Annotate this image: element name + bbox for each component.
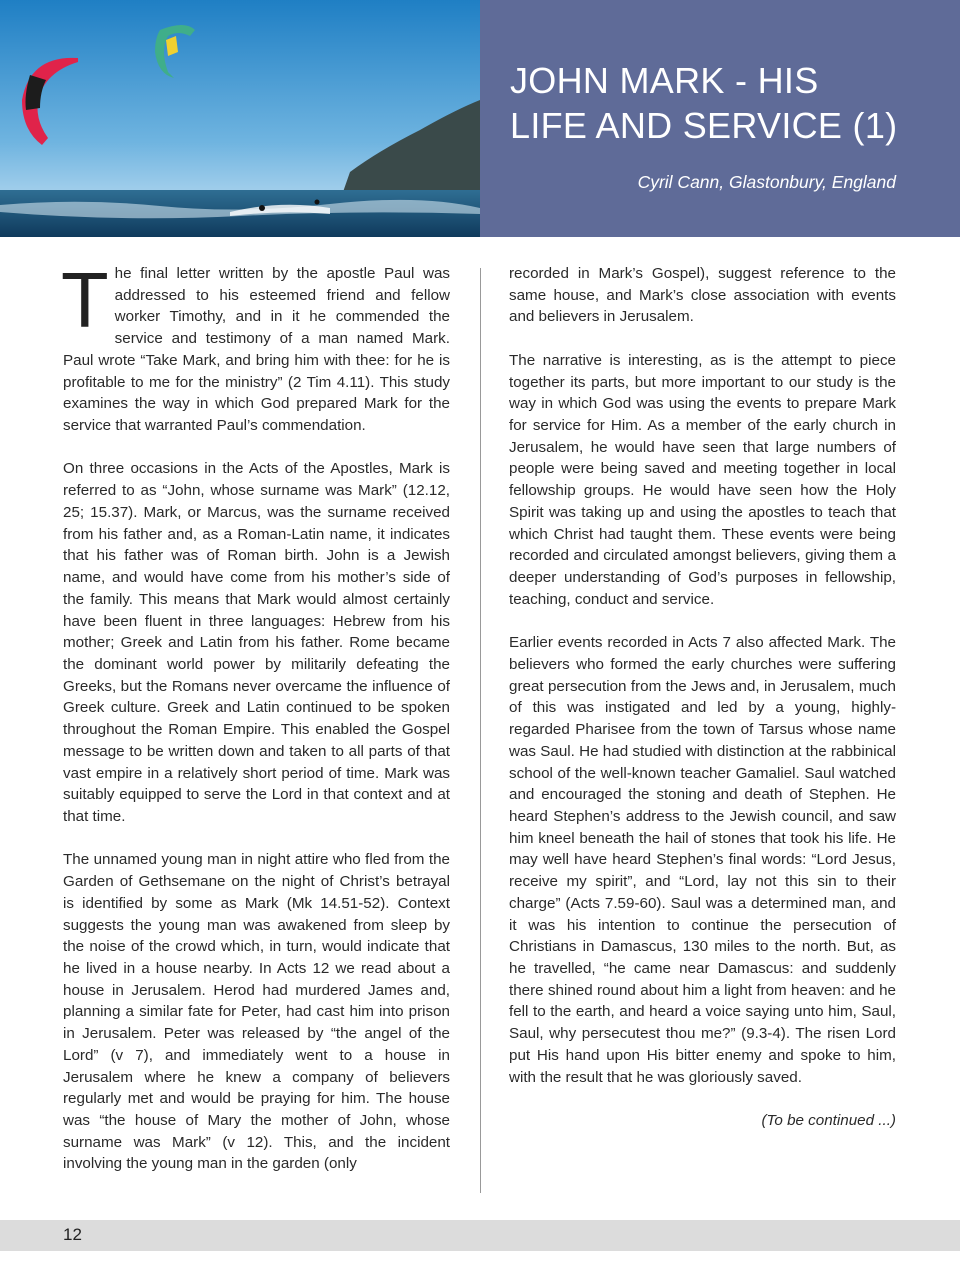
article-column-1	[61, 256, 450, 1197]
paragraph-text: he final letter written by the apostle Paul was addressed to his esteemed friend and fellow worker Timothy, and in it he commended the service and testimony of a man named Mark. Paul wrote “Take Mark, and bring him with thee: for he is profitable to me for the ministry” (2 Tim 4.11). This study examines the way in which God prepared Mark for the service that warranted Paul’s commendation.	[63, 265, 450, 435]
paragraph	[61, 256, 450, 437]
author-byline: Cyril Cann, Glastonbury, England	[637, 172, 896, 192]
article-title	[510, 58, 897, 148]
page-footer	[0, 1220, 960, 1251]
kitesurf-scene-image	[0, 0, 480, 237]
paragraph: On three occasions in the Acts of the Apostles, Mark is referred to as “John, whose surname was Mark” (12.12, 25; 15.37). Mark, or Marcus, was the surname received from his father and, as a Roman-Latin name, it indicates that his father was of Roman birth. John is a Jewish name, and would have come from his mother’s side of the family. This means that Mark would almost certainly have been fluent in three languages: Hebrew from his mother; Greek and Latin from his father. Rome became the dominant world power by militarily defeating the Greeks, but the Romans never overcame the influence of Greek culture. Greek and Latin continued to be spoken throughout the Roman Empire. This enabled the Gospel message to be written down and taken to all parts of that vast empire in a relatively short period of time. Mark was suitably equipped to serve the Lord in that context and at that time.	[63, 460, 450, 825]
title-line-1: JOHN MARK - HIS	[510, 60, 819, 101]
article-header	[480, 0, 960, 237]
article-column-2	[509, 263, 896, 1153]
title-line-2: LIFE AND SERVICE (1)	[510, 105, 898, 146]
paragraph: The unnamed young man in night attire who fled from the Garden of Gethsemane on the night of Christ’s betrayal is identified by some as Mark (Mk 14.51-52). Context suggests the young man was awakened from sleep by the noise of the crowd which, in turn, would indicate that he lived in a house nearby. In Acts 12 we read about a house in Jerusalem. Herod had murdered James and, planning a similar fate for Peter, had cast him into prison in Jerusalem. Peter was released by “the angel of the Lord” (v 7), and immediately went to a house in Jerusalem where he knew a company of believers regularly met and would be praying for him. The house was “the house of Mary the mother of John, whose surname was Mark” (v 12). This, and the incident involving the young man in the garden (only	[63, 851, 450, 1173]
kitesurfing-photo	[0, 0, 480, 237]
to-be-continued-note: (To be continued ...)	[761, 1112, 896, 1130]
paragraph: recorded in Mark’s Gospel), suggest reference to the same house, and Mark’s close association with events and believers in Jerusalem.	[509, 265, 896, 326]
drop-cap: T	[61, 256, 109, 344]
paragraph: The narrative is interesting, as is the attempt to piece together its parts, but more important to our study is the way in which God was using the events to prepare Mark for service for Him. As a member of the early church in Jerusalem, he would have seen that large numbers of people were being saved and meeting together in local fellowship groups. He would have seen how the Holy Spirit was taking up and using the apostles to teach that which Christ had taught them. These events were being recorded and circulated amongst believers, giving them a deeper understanding of God’s purposes in fellowship, teaching, conduct and service.	[509, 351, 896, 608]
paragraph: Earlier events recorded in Acts 7 also affected Mark. The believers who formed the early churches were suffering great persecution from the Jews and, in Jerusalem, much of this was instigated and led by a young, highly-regarded Pharisee from the town of Tarsus whose name was Saul. He had studied with distinction at the rabbinical school of the well-known teacher Gamaliel. Saul watched and encouraged the stoning and death of Stephen. He heard Stephen’s address to the Jewish council, and saw him kneel beneath the hail of stones that took his life. He may well have heard Stephen’s final words: “Lord Jesus, receive my spirit”, and “Lord, lay not this sin to their charge” (Acts 7.59-60). Saul was a determined man, and it was his intention to continue the persecution of Christians in Damascus, 130 miles to the north. But, as he travelled, “he came near Damascus: and suddenly there shined round about him a light from heaven: and he fell to the earth, and heard a voice saying unto him, Saul, Saul, why persecutest thou me?” (9.3-4). The risen Lord put His hand upon His bitter enemy and spoke to him, with the result that he was gloriously saved.	[509, 634, 896, 1086]
column-divider	[480, 268, 481, 1193]
page-number: 12	[63, 1225, 82, 1244]
